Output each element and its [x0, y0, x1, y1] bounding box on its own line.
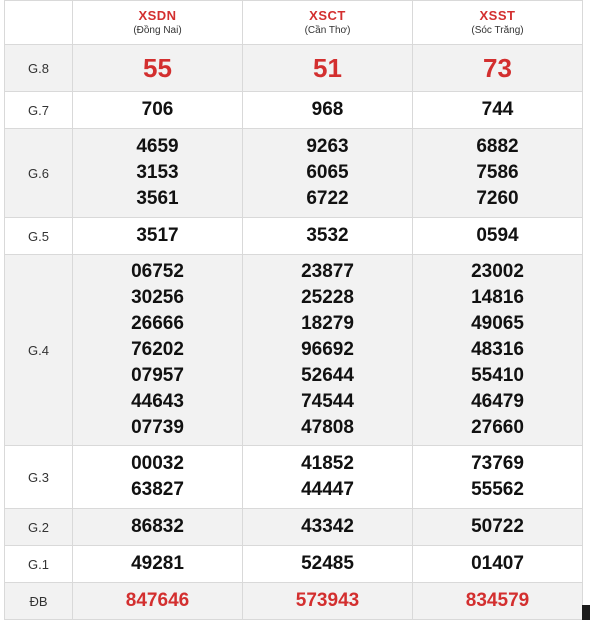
prize-number: 30256 [131, 287, 184, 308]
prize-number: 73769 [471, 453, 524, 474]
province-name: (Sóc Trăng) [471, 25, 524, 36]
prize-number: 0594 [476, 225, 519, 246]
prize-number: 27660 [471, 417, 524, 438]
prize-cell [73, 218, 243, 255]
prize-row-g8 [5, 45, 583, 92]
prize-number: 76202 [131, 339, 184, 360]
prize-cell [243, 546, 413, 583]
prize-cell [413, 129, 583, 218]
prize-number: 55410 [471, 365, 524, 386]
prize-label: G.1 [5, 546, 73, 583]
prize-label: G.8 [5, 45, 73, 92]
prize-cell [73, 583, 243, 620]
prize-number: 23002 [471, 261, 524, 282]
prize-row-special [5, 583, 583, 620]
prize-number: 41852 [301, 453, 354, 474]
prize-number: 00032 [131, 453, 184, 474]
prize-number: 07957 [131, 365, 184, 386]
prize-cell [243, 218, 413, 255]
prize-number: 6882 [476, 136, 519, 157]
prize-number: 47808 [301, 417, 354, 438]
prize-label: G.2 [5, 509, 73, 546]
prize-number: 49065 [471, 313, 524, 334]
prize-number: 44447 [301, 479, 354, 500]
prize-label: G.7 [5, 92, 73, 129]
prize-number: 86832 [131, 516, 184, 537]
prize-number: 6065 [306, 162, 349, 183]
prize-number: 3561 [136, 188, 179, 209]
prize-cell [73, 446, 243, 509]
prize-cell [243, 446, 413, 509]
lottery-results-table [4, 0, 583, 620]
prize-cell [73, 509, 243, 546]
province-header-xsct[interactable] [243, 1, 413, 45]
prize-cell [243, 255, 413, 446]
prize-number: 51 [313, 53, 342, 83]
prize-number: 06752 [131, 261, 184, 282]
prize-row-g1 [5, 546, 583, 583]
special-prize-number: 573943 [295, 590, 360, 611]
prize-cell [73, 546, 243, 583]
header-row [5, 1, 583, 45]
prize-number: 63827 [131, 479, 184, 500]
prize-number: 48316 [471, 339, 524, 360]
prize-number: 744 [481, 99, 514, 120]
province-header-xsst[interactable] [413, 1, 583, 45]
prize-number: 46479 [471, 391, 524, 412]
prize-number: 74544 [301, 391, 354, 412]
prize-row-g6 [5, 129, 583, 218]
prize-row-g4 [5, 255, 583, 446]
prize-cell [243, 45, 413, 92]
prize-cell [413, 255, 583, 446]
prize-number: 706 [141, 99, 174, 120]
prize-number: 3153 [136, 162, 179, 183]
prize-number: 3532 [306, 225, 349, 246]
province-name: (Đồng Nai) [133, 25, 182, 36]
special-prize-number: 834579 [465, 590, 530, 611]
prize-number: 9263 [306, 136, 349, 157]
prize-cell [73, 45, 243, 92]
prize-cell [243, 92, 413, 129]
prize-cell [413, 546, 583, 583]
prize-number: 52485 [301, 553, 354, 574]
prize-cell [413, 92, 583, 129]
header-label-cell [5, 1, 73, 45]
prize-number: 73 [483, 53, 512, 83]
prize-number: 25228 [301, 287, 354, 308]
province-name: (Cần Thơ) [304, 25, 351, 36]
prize-number: 96692 [301, 339, 354, 360]
prize-number: 3517 [136, 225, 179, 246]
prize-number: 968 [311, 99, 344, 120]
prize-label: G.4 [5, 255, 73, 446]
prize-cell [413, 446, 583, 509]
prize-cell [243, 583, 413, 620]
prize-number: 44643 [131, 391, 184, 412]
special-prize-number: 847646 [125, 590, 190, 611]
scrollbar-thumb[interactable] [582, 605, 590, 620]
prize-cell [243, 129, 413, 218]
prize-row-g2 [5, 509, 583, 546]
prize-number: 01407 [471, 553, 524, 574]
prize-row-g3 [5, 446, 583, 509]
prize-label: G.5 [5, 218, 73, 255]
prize-cell [413, 509, 583, 546]
prize-row-g7 [5, 92, 583, 129]
prize-number: 4659 [136, 136, 179, 157]
prize-number: 6722 [306, 188, 349, 209]
prize-cell [243, 509, 413, 546]
prize-number: 52644 [301, 365, 354, 386]
prize-number: 14816 [471, 287, 524, 308]
prize-number: 55562 [471, 479, 524, 500]
prize-cell [73, 92, 243, 129]
prize-cell [413, 218, 583, 255]
prize-number: 55 [143, 53, 172, 83]
prize-cell [73, 255, 243, 446]
prize-label: G.6 [5, 129, 73, 218]
prize-cell [73, 129, 243, 218]
prize-label: G.3 [5, 446, 73, 509]
prize-row-g5 [5, 218, 583, 255]
prize-number: 23877 [301, 261, 354, 282]
prize-number: 7260 [476, 188, 519, 209]
prize-number: 43342 [301, 516, 354, 537]
province-header-xsdn[interactable] [73, 1, 243, 45]
prize-cell [413, 583, 583, 620]
prize-number: 49281 [131, 553, 184, 574]
prize-number: 7586 [476, 162, 519, 183]
prize-number: 50722 [471, 516, 524, 537]
province-code: XSDN [138, 8, 177, 23]
prize-number: 26666 [131, 313, 184, 334]
prize-cell [413, 45, 583, 92]
prize-label: ĐB [5, 583, 73, 620]
province-code: XSST [479, 8, 516, 23]
province-code: XSCT [309, 8, 346, 23]
prize-number: 07739 [131, 417, 184, 438]
prize-number: 18279 [301, 313, 354, 334]
